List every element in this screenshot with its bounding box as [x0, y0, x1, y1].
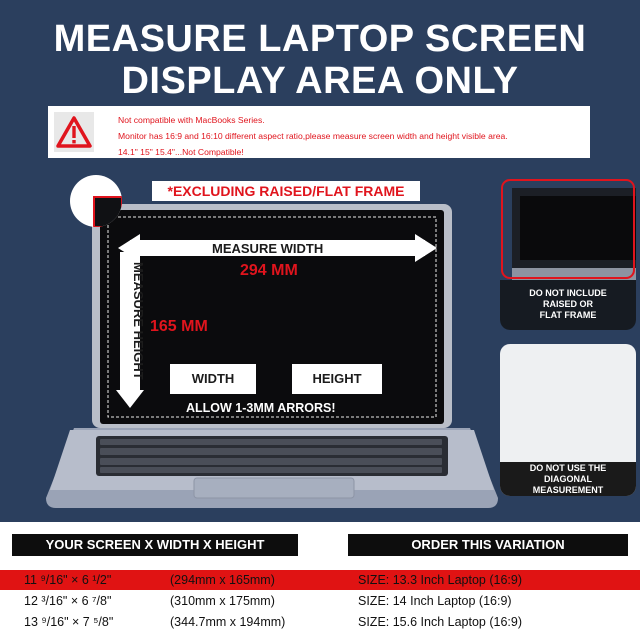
warning-line: 14.1" 15" 15.4"...Not Compatible! [118, 147, 244, 157]
touchpad [194, 478, 354, 498]
row-inches: 11 ⁹/16" × 6 ¹/2" [24, 573, 112, 587]
size-table [0, 522, 640, 640]
tolerance-note: ALLOW 1-3MM ARRORS! [186, 401, 336, 415]
side-note-frame [500, 178, 636, 330]
measure-width-value: 294 MM [240, 262, 298, 279]
excluding-frame-tag: *EXCLUDING RAISED/FLAT FRAME [152, 181, 420, 201]
title-line-2: DISPLAY AREA ONLY [121, 60, 519, 102]
row-inches: 12 ³/16" × 6 ⁷/8" [24, 594, 112, 608]
frame-corner-zoom [70, 175, 122, 227]
table-header-variation: ORDER THIS VARIATION [348, 534, 628, 556]
row-size: SIZE: 13.3 Inch Laptop (16:9) [358, 573, 522, 587]
table-row[interactable] [0, 591, 640, 611]
height-label-box: HEIGHT [292, 364, 382, 394]
table-row[interactable] [0, 612, 640, 632]
side-note-diagonal-text: DO NOT USE THE DIAGONAL MEASUREMENT [500, 462, 636, 496]
measure-height-value: 165 MM [150, 318, 208, 335]
warning-line: Monitor has 16:9 and 16:10 different aspect ratio,please measure screen width and height visible area. [118, 131, 508, 141]
row-mm: (294mm x 165mm) [170, 573, 275, 587]
side-note-frame-text: DO NOT INCLUDE RAISED OR FLAT FRAME [500, 280, 636, 330]
row-size: SIZE: 15.6 Inch Laptop (16:9) [358, 615, 522, 629]
warning-line: Not compatible with MacBooks Series. [118, 115, 265, 125]
side-note-diagonal [500, 344, 636, 496]
table-header-screen: YOUR SCREEN X WIDTH X HEIGHT [12, 534, 298, 556]
row-mm: (344.7mm x 194mm) [170, 615, 286, 629]
measure-height-label: MEASURE HEIGHT [131, 262, 146, 380]
table-row[interactable] [0, 570, 640, 590]
row-inches: 13 ⁹/16" × 7 ⁵/8" [24, 615, 114, 629]
title-line-1: MEASURE LAPTOP SCREEN [53, 18, 587, 60]
row-size: SIZE: 14 Inch Laptop (16:9) [358, 594, 512, 608]
width-label-box: WIDTH [170, 364, 256, 394]
measure-width-label: MEASURE WIDTH [212, 241, 324, 256]
row-mm: (310mm x 175mm) [170, 594, 275, 608]
